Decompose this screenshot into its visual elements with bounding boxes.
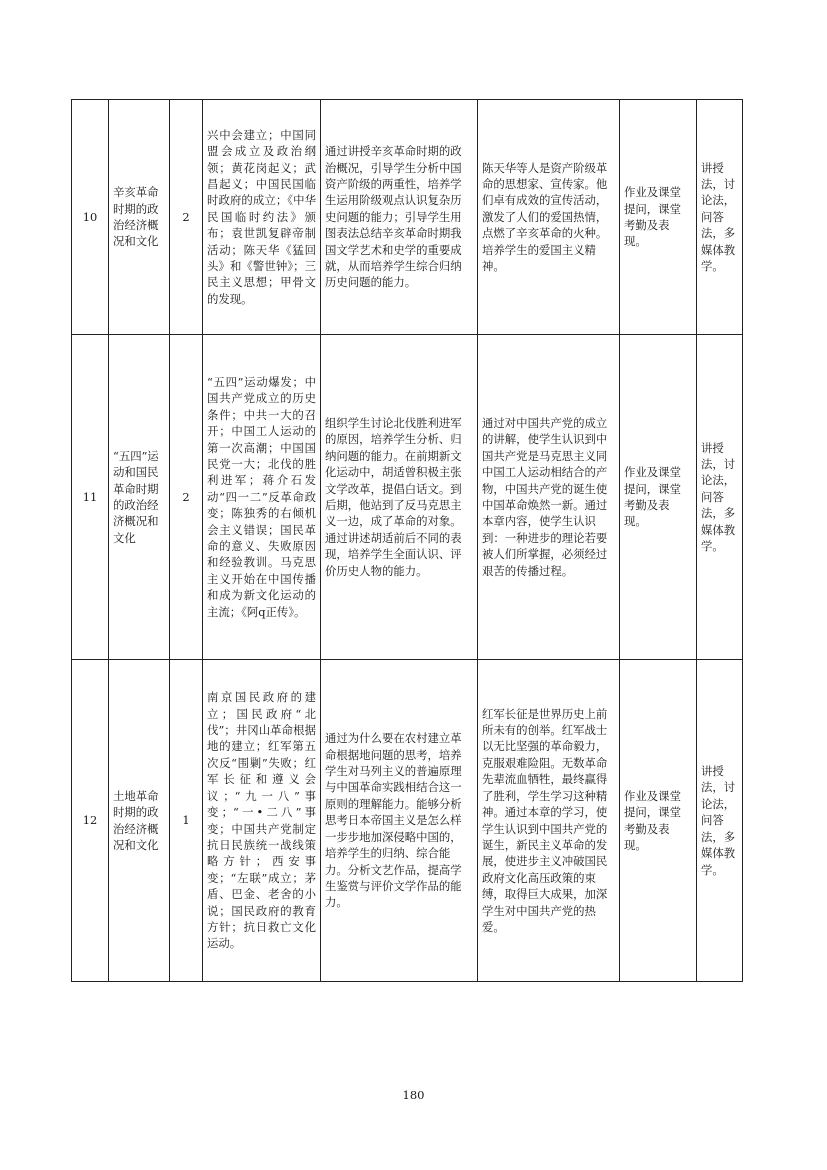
teaching-method: 讲授法，讨论法，问答法，多媒体教学。 <box>697 335 743 660</box>
class-hours: 2 <box>170 335 203 660</box>
chapter-number: 12 <box>72 660 109 982</box>
page-number: 180 <box>402 1088 425 1102</box>
chapter-number: 10 <box>72 100 109 335</box>
syllabus-table <box>71 99 743 982</box>
table-row <box>72 660 743 982</box>
chapter-title: 土地革命时期的政治经济概况和文化 <box>109 660 170 982</box>
chapter-title: 辛亥革命时期的政治经济概况和文化 <box>109 100 170 335</box>
class-hours: 2 <box>170 100 203 335</box>
ideological-goals: 通过对中国共产党的成立的讲解，使学生认识到中国共产党是马克思主义同中国工人运动相结合的产物，中国共产党的诞生使中国革命焕然一新。通过本章内容，使学生认识到：一种进步的理论若要被人们所掌握，必须经过艰苦的传播过程。 <box>478 335 620 660</box>
ideological-goals: 陈天华等人是资产阶级革命的思想家、宣传家。他们卓有成效的宣传活动，激发了人们的爱国热情，点燃了辛亥革命的火种。培养学生的爱国主义精神。 <box>478 100 620 335</box>
teaching-content: 南京国民政府的建立；国民政府“北伐”；井冈山革命根据地的建立；红军第五次反“围剿”失败；红军长征和遵义会议；“九一八”事变；“一•二八”事变；中国共产党制定抗日民族统一战线策略方针；西安事变；“左联”成立；茅盾、巴金、老舍的小说；国民政府的教育方针；抗日救亡文化运动。 <box>203 660 321 982</box>
table-row <box>72 100 743 335</box>
ability-goals: 组织学生讨论北伐胜利进军的原因，培养学生分析、归纳问题的能力。在前期新文化运动中，胡适曾积极主张文学改革，提倡白话文。到后期，他站到了反马克思主义一边，成了革命的对象。通过讲述胡适前后不同的表现，培养学生全面认识、评价历史人物的能力。 <box>321 335 478 660</box>
teaching-method: 讲授法，讨论法，问答法，多媒体教学。 <box>697 660 743 982</box>
teaching-content: “五四”运动爆发；中国共产党成立的历史条件；中共一大的召开；中国工人运动的第一次高潮；中国国民党一大；北伐的胜利进军；蒋介石发动“四一二”反革命政变；陈独秀的右倾机会主义错误；国民革命的意义、失败原因和经验教训。马克思主义开始在中国传播和成为新文化运动的主流；《阿q正传》。 <box>203 335 321 660</box>
ability-goals: 通过讲授辛亥革命时期的政治概况，引导学生分析中国资产阶级的两重性，培养学生运用阶级观点认识复杂历史问题的能力；引导学生用图表法总结辛亥革命时期我国文学艺术和史学的重要成就，从而培养学生综合归纳历史问题的能力。 <box>321 100 478 335</box>
assessment-method: 作业及课堂提问，课堂考勤及表现。 <box>620 660 697 982</box>
chapter-title: “五四”运动和国民革命时期的政治经济概况和文化 <box>109 335 170 660</box>
ideological-goals: 红军长征是世界历史上前所未有的创举。红军战士以无比坚强的革命毅力，克服艰难险阻。无数革命先辈流血牺牲，最终赢得了胜利，学生学习这种精神。通过本章的学习，使学生认识到中国共产党的诞生，新民主义革命的发展，使进步主义冲破国民政府文化高压政策的束缚，取得巨大成果，加深学生对中国共产党的热爱。 <box>478 660 620 982</box>
ability-goals: 通过为什么要在农村建立革命根据地问题的思考，培养学生对马列主义的普遍原理与中国革命实践相结合这一原则的理解能力。能够分析思考日本帝国主义是怎么样一步步地加深侵略中国的，培养学生的归纳、综合能力。分析文艺作品，提高学生鉴赏与评价文学作品的能力。 <box>321 660 478 982</box>
class-hours: 1 <box>170 660 203 982</box>
teaching-content: 兴中会建立；中国同盟会成立及政治纲领；黄花岗起义；武昌起义；中国民国临时政府的成立；《中华民国临时约法》颁布；袁世凯复辟帝制活动；陈天华《猛回头》和《警世钟》；三民主义思想；甲骨文的发现。 <box>203 100 321 335</box>
table-row <box>72 335 743 660</box>
chapter-number: 11 <box>72 335 109 660</box>
teaching-method: 讲授法，讨论法，问答法，多媒体教学。 <box>697 100 743 335</box>
assessment-method: 作业及课堂提问，课堂考勤及表现。 <box>620 335 697 660</box>
assessment-method: 作业及课堂提问，课堂考勤及表现。 <box>620 100 697 335</box>
